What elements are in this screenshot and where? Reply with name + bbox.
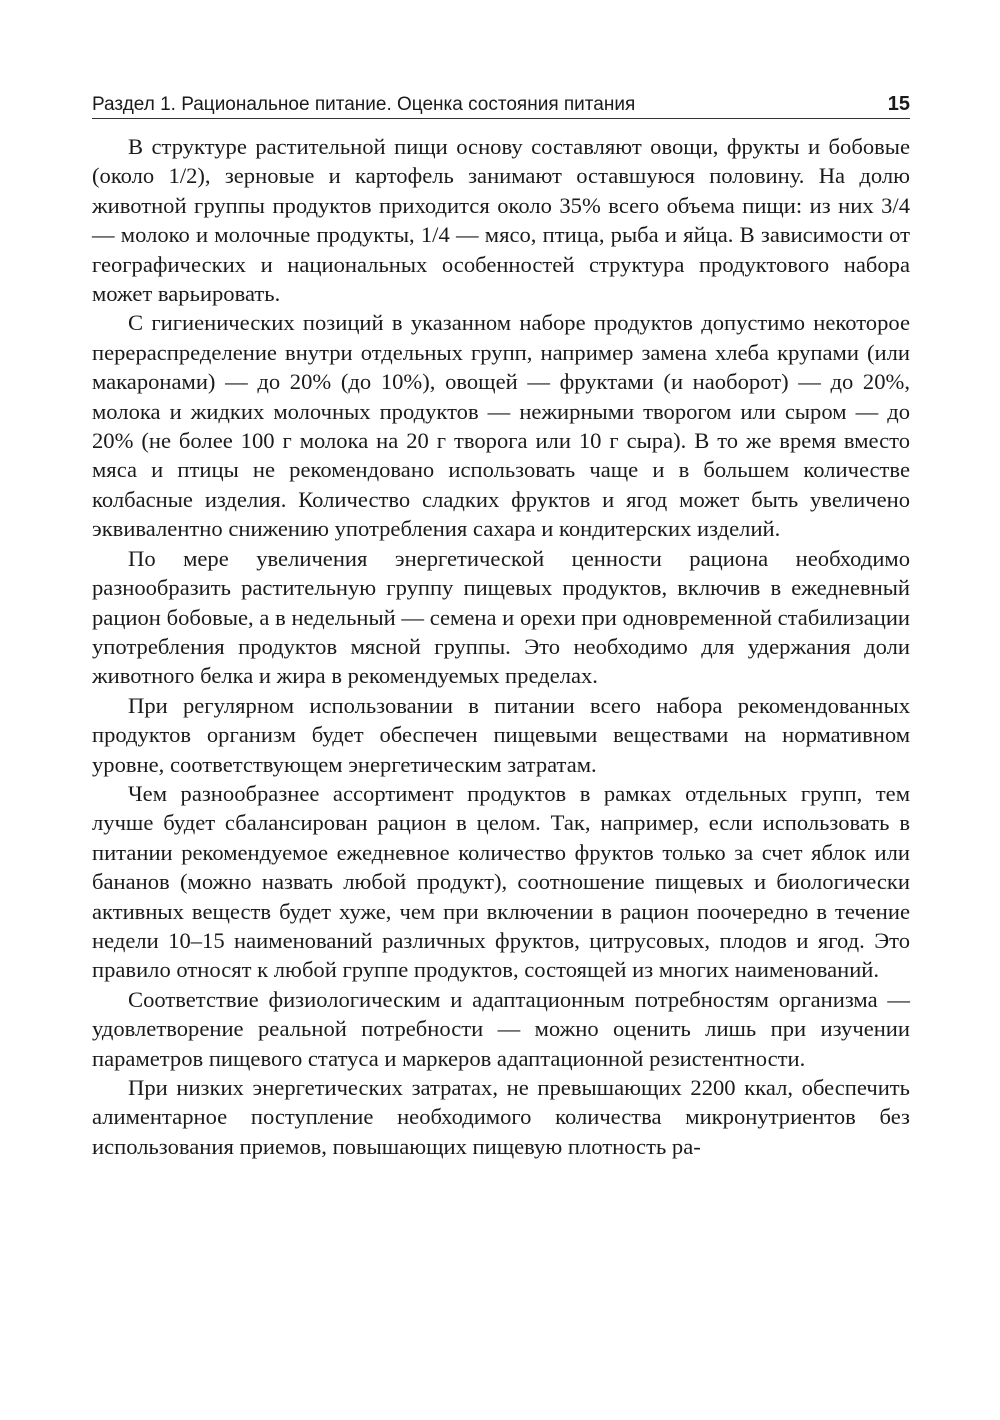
paragraph: При регулярном использовании в питании всего набора рекомендованных продуктов организм будет обеспечен пищевыми веществами на нормативном уровне, соответствующем энергетическим затратам. — [92, 692, 910, 777]
paragraph: По мере увеличения энергетической ценности рациона необходимо разнообразить растительную группу пищевых продуктов, включив в ежедневный рацион бобовые, а в недельный — семена и орехи при одновременной стабилизации употребления продуктов мясной группы. Это необходимо для удержания доли животного белка и жира в рекомендуемых пределах. — [92, 545, 910, 689]
section-title: Раздел 1. Рациональное питание. Оценка состояния питания — [92, 94, 636, 115]
paragraph: Чем разнообразнее ассортимент продуктов в рамках отдельных групп, тем лучше будет сбалансирован рацион в целом. Так, например, если использовать в питании рекомендуемое ежедневное количество фруктов только за счет яблок или бананов (можно назвать любой продукт), соотношение пищевых и биологически активных веществ будет хуже, чем при включении в рацион поочередно в течение недели 10–15 наименований различных фруктов, цитрусовых, плодов и ягод. Это правило относят к любой группе продуктов, состоящей из многих наименований. — [92, 780, 910, 983]
paragraph: В структуре растительной пищи основу составляют овощи, фрукты и бобовые (около 1/2), зерновые и картофель занимают оставшуюся половину. На долю животной группы продуктов приходится около 35% всего объема пищи: из них 3/4 — молоко и молочные продукты, 1/4 — мясо, птица, рыба и яйца. В зависимости от географических и национальных особенностей структура продуктового набора может варьировать. — [92, 134, 910, 307]
header-divider — [92, 118, 910, 119]
paragraph: Соответствие физиологическим и адаптационным потребностям организма — удовлетворение реальной потребности — можно оценить лишь при изучении параметров пищевого статуса и маркеров адаптационной резистентности. — [92, 986, 910, 1071]
running-header — [92, 88, 910, 116]
body-text — [92, 132, 910, 1161]
paragraph: С гигиенических позиций в указанном наборе продуктов допустимо некоторое перераспределение внутри отдельных групп, например замена хлеба крупами (или макаронами) — до 20% (до 10%), овощей — фруктами (и наоборот) — до 20%, молока и жидких молочных продуктов — нежирными творогом или сыром — до 20% (не более 100 г молока на 20 г творога или 10 г сыра). В то же время вместо мяса и птицы не рекомендовано использовать чаще и в большем количестве колбасные изделия. Количество сладких фруктов и ягод может быть увеличено эквивалентно снижению употребления сахара и кондитерских изделий. — [92, 310, 910, 542]
page-number: 15 — [887, 93, 910, 115]
paragraph: При низких энергетических затратах, не превышающих 2200 ккал, обеспечить алиментарное поступление необходимого количества микронутриентов без использования приемов, повышающих пищевую плотность ра- — [92, 1075, 910, 1159]
